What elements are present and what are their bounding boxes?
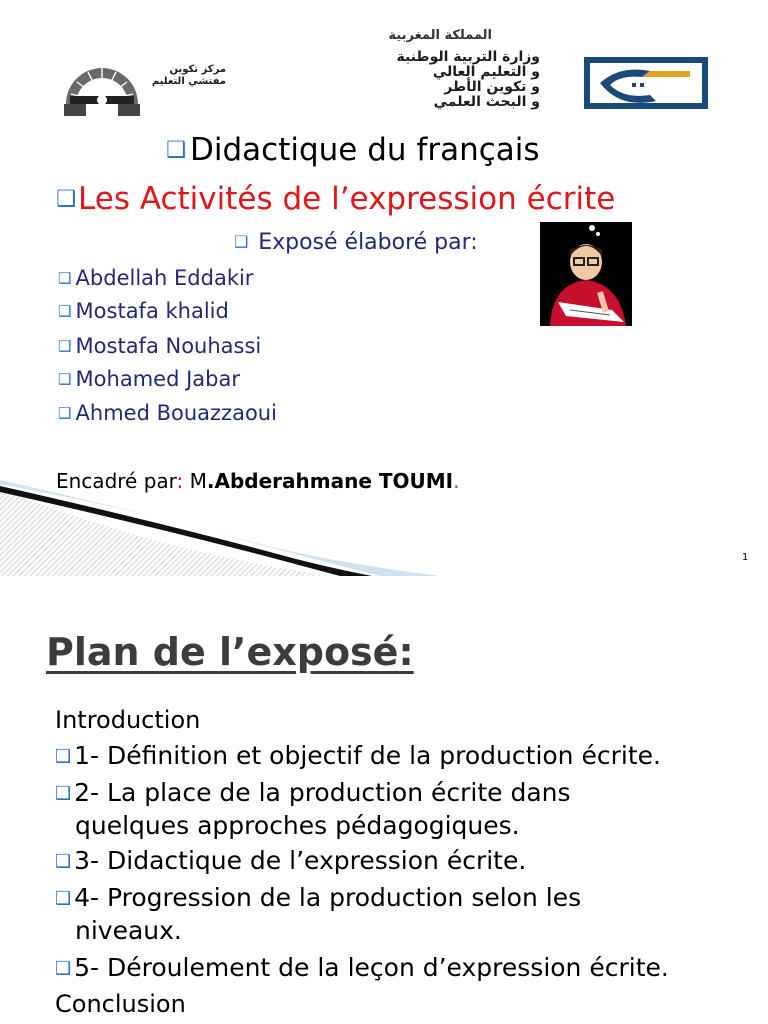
- plan-item-text: 3- Didactique de l’expression écrite.: [74, 846, 527, 875]
- author-name: Ahmed Bouazzaoui: [75, 401, 277, 425]
- ministry-line-3: و تكوين الأطر: [444, 79, 540, 95]
- plan-item-text-continued: niveaux.: [75, 915, 182, 945]
- plan-item-3: [55, 845, 526, 878]
- ministry-line-4: و البحث العلمي: [433, 94, 540, 110]
- author-item: [58, 299, 229, 323]
- plan-item-text: 5- Déroulement de la leçon d’expression écrite.: [74, 953, 669, 982]
- bullet-icon: ❑: [55, 782, 72, 804]
- author-item: [58, 401, 277, 425]
- supervisor-period: .: [453, 469, 460, 493]
- plan-conclusion: Conclusion: [55, 990, 186, 1018]
- plan-item-2: [55, 777, 571, 842]
- author-name: Abdellah Eddakir: [75, 266, 254, 290]
- plan-item-text: 2- La place de la production écrite dans: [74, 778, 571, 807]
- course-title-text: Didactique du français: [190, 132, 540, 168]
- plan-item-text-continued: quelques approches pédagogiques.: [75, 810, 520, 840]
- presentation-title-text: Les Activités de l’expression écrite: [78, 181, 616, 217]
- supervisor-title: M: [189, 469, 207, 493]
- bullet-icon: ❑: [166, 137, 187, 164]
- author-item: [58, 334, 261, 358]
- swoosh-graphic: [0, 470, 460, 576]
- decorative-swoosh: [0, 470, 460, 576]
- supervisor-name: .Abderahmane TOUMI: [206, 469, 454, 493]
- writing-person-icon: [540, 222, 632, 326]
- ministry-logo: [580, 55, 710, 111]
- bullet-icon: ❑: [55, 745, 72, 767]
- bullet-icon: ❑: [58, 337, 72, 356]
- ministry-line-1: وزارة التربية الوطنية: [396, 49, 540, 65]
- bullet-icon: ❑: [55, 957, 72, 979]
- bullet-icon: ❑: [234, 232, 249, 252]
- author-name: Mohamed Jabar: [75, 367, 240, 391]
- supervisor-prefix: Encadré par: [56, 469, 177, 493]
- course-title: [166, 132, 540, 168]
- bullet-icon: ❑: [58, 269, 72, 288]
- kingdom-name: المملكة المغربية: [388, 28, 492, 43]
- plan-title: Plan de l’exposé:: [46, 630, 414, 674]
- plan-item-text: 4- Progression de la production selon les: [74, 883, 582, 912]
- plan-item-1: [55, 740, 661, 773]
- ministry-line-2: و التعليم العالي: [432, 64, 540, 80]
- training-center-name-line2: مفتشي التعليم: [151, 76, 226, 87]
- plan-item-5: [55, 952, 669, 985]
- supervisor-colon: :: [176, 469, 184, 493]
- authors-heading: [234, 230, 478, 255]
- author-name: Mostafa Nouhassi: [75, 334, 262, 358]
- plan-item-text: 1- Définition et objectif de la production écrite.: [74, 741, 661, 770]
- author-item: [58, 367, 240, 391]
- bullet-icon: ❑: [58, 404, 72, 423]
- bullet-icon: ❑: [58, 302, 72, 321]
- slide-2: [0, 576, 768, 1024]
- bullet-icon: ❑: [58, 370, 72, 389]
- bullet-icon: ❑: [56, 186, 77, 213]
- plan-item-4: [55, 882, 581, 947]
- page-number: 1: [742, 552, 749, 563]
- training-center-name-line1: مركز تكوين: [169, 64, 226, 75]
- plan-introduction: Introduction: [55, 706, 201, 734]
- author-name: Mostafa khalid: [75, 299, 229, 323]
- author-item: [58, 266, 253, 290]
- bullet-icon: ❑: [55, 850, 72, 872]
- authors-heading-text: Exposé élaboré par:: [258, 230, 478, 255]
- writer-illustration: [540, 222, 632, 326]
- presentation-title: [56, 181, 615, 217]
- ministry-name: [212, 50, 540, 110]
- ministry-emblem-icon: [580, 55, 710, 111]
- bullet-icon: ❑: [55, 887, 72, 909]
